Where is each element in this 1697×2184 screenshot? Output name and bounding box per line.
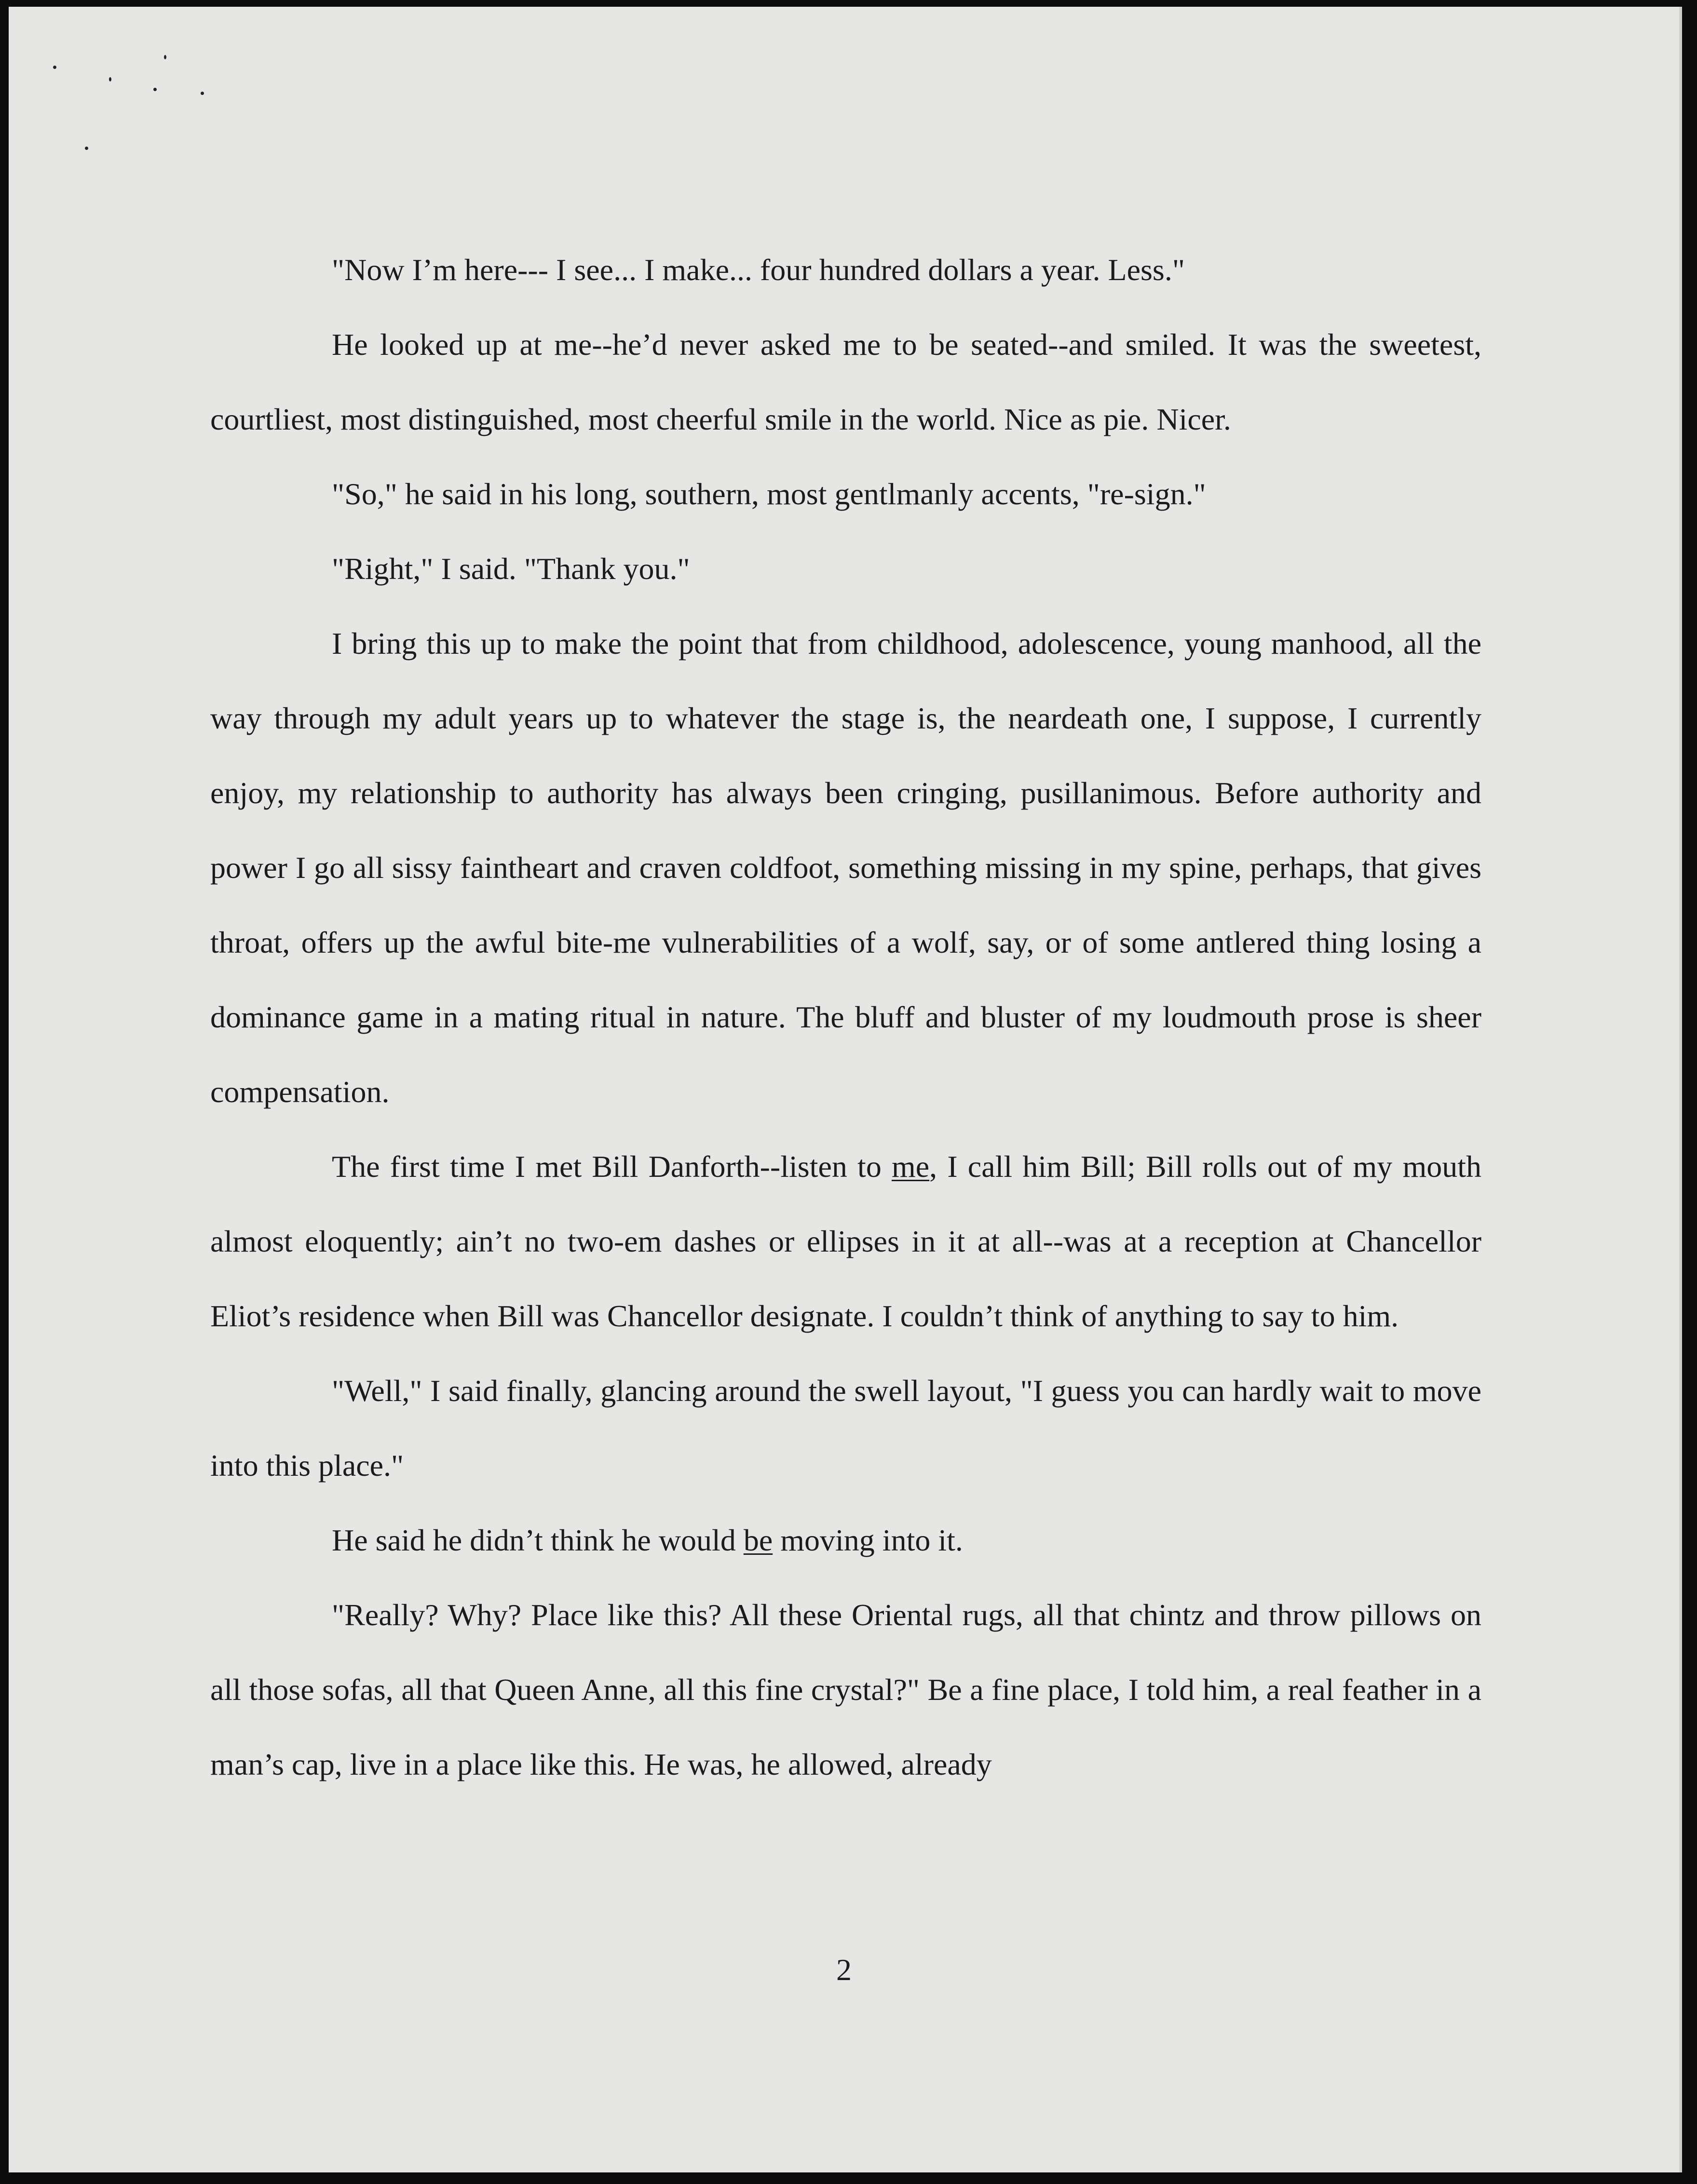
paper-speck xyxy=(164,55,166,59)
paragraph-text: moving into it. xyxy=(773,1523,963,1557)
underlined-word: me xyxy=(891,1149,930,1184)
paragraph xyxy=(210,1129,1481,1353)
paragraph: "Really? Why? Place like this? All these Oriental rugs, all that chintz and throw pillows on all those sofas, all that Queen Anne, all this fine crystal?" Be a fine place, I told him, a real feather in a man’s cap, live in a place like this. He was, he allowed, already xyxy=(210,1598,1481,1781)
paragraph xyxy=(210,1503,1481,1577)
paragraph-text: , I call him Bill; Bill rolls out of my mouth almost eloquently; ain’t no two-em dashes or ellipses in it at all--was at a reception at Chancellor Eliot’s residence when Bill was Chancellor designate. I couldn’t think of anything to say to him. xyxy=(210,1149,1482,1333)
paragraph: "Now I’m here--- I see... I make... four hundred dollars a year. Less." xyxy=(332,253,1185,287)
paragraph-text: He said he didn’t think he would xyxy=(332,1523,744,1557)
paper-speck xyxy=(109,77,111,81)
paper-speck xyxy=(201,92,204,95)
paragraph: "Right," I said. "Thank you." xyxy=(332,552,690,586)
paragraph: He looked up at me--he’d never asked me to be seated--and smiled. It was the sweetest, courtliest, most distinguished, most cheerful smile in the world. Nice as pie. Nicer. xyxy=(210,327,1481,436)
paper-speck xyxy=(53,66,56,69)
paragraph: "So," he said in his long, southern, most gentlmanly accents, "re-sign." xyxy=(332,477,1206,511)
underlined-word: be xyxy=(743,1523,773,1557)
document-page xyxy=(9,7,1682,2172)
paper-speck xyxy=(85,147,88,150)
paragraph-text: The first time I met Bill Danforth--listen to xyxy=(332,1149,892,1184)
paragraph: I bring this up to make the point that from childhood, adolescence, young manhood, all the way through my adult years up to whatever the stage is, the neardeath one, I suppose, I currently enjoy, my relationship to authority has always been cringing, pusillanimous. Before authority and power I go all sissy faintheart and craven coldfoot, something missing in my spine, perhaps, that gives throat, offers up the awful bite-me vulnerabilities of a wolf, say, or of some antlered thing losing a dominance game in a mating ritual in nature. The bluff and bluster of my loudmouth prose is sheer compensation. xyxy=(210,626,1481,1109)
paragraph: "Well," I said finally, glancing around the swell layout, "I guess you can hardly wait to move into this place." xyxy=(210,1374,1481,1483)
page-number: 2 xyxy=(836,1953,852,1987)
paper-speck xyxy=(153,88,157,91)
body-text xyxy=(210,232,1481,1802)
